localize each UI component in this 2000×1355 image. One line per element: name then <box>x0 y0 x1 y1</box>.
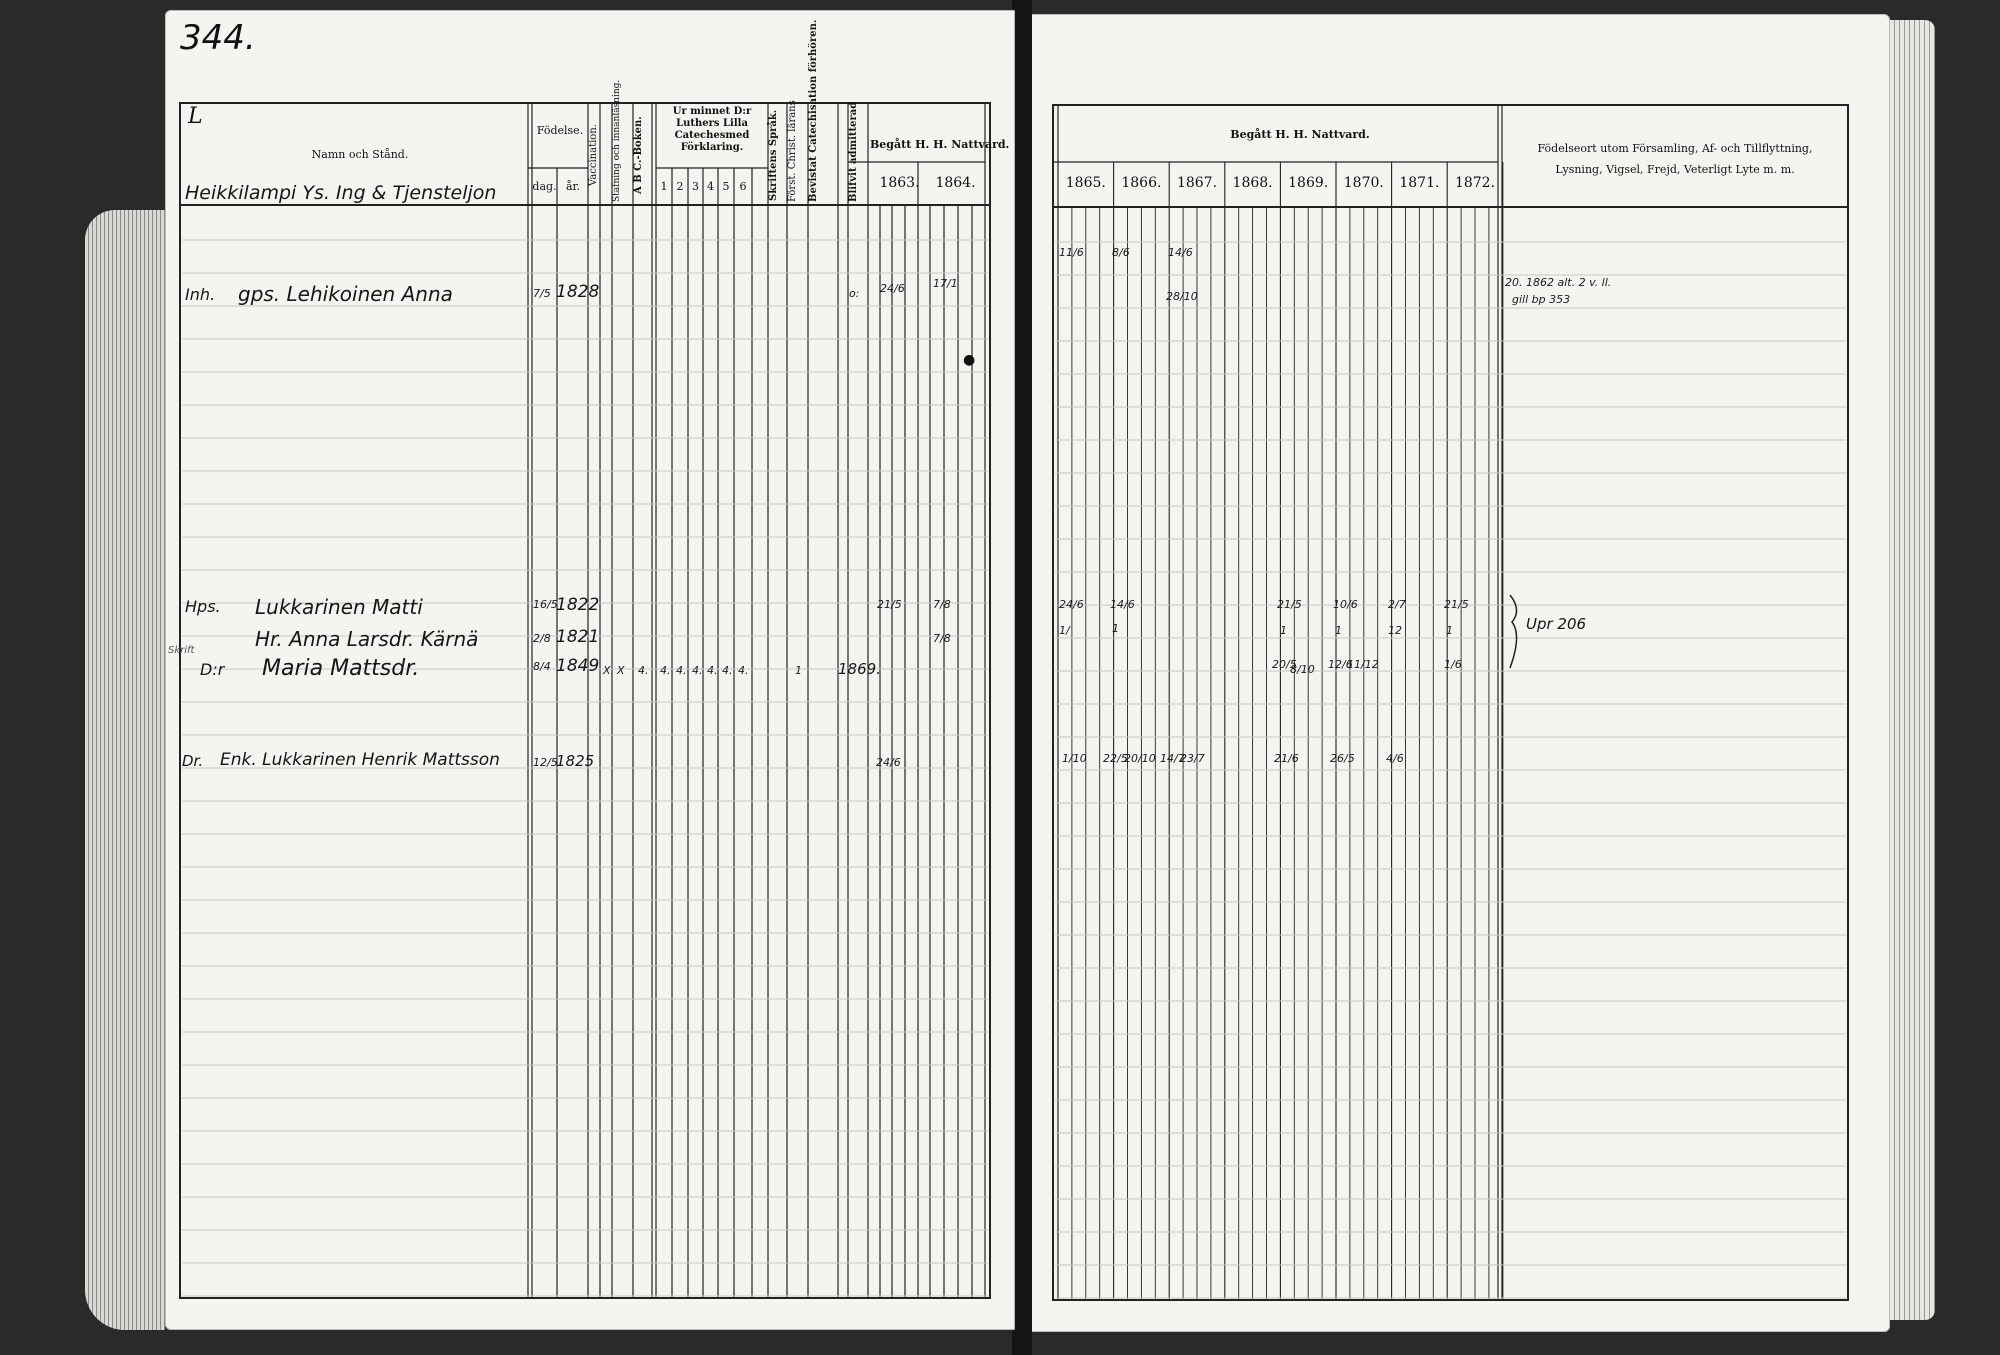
header-remarks-line1: Födelseort utom Församling, Af- och Tillflyttning, <box>1537 142 1813 155</box>
row5-1871: 4/6 <box>1386 752 1404 765</box>
year-1866: 1866. <box>1121 175 1162 191</box>
year-1865: 1865. <box>1065 175 1106 191</box>
row4-name: Maria Mattsdr. <box>262 656 420 681</box>
header-name-and-status: Namn och Stånd. <box>311 148 409 161</box>
row4-1870a: 12/6 <box>1328 658 1353 671</box>
header-remarks-line2: Lysning, Vigsel, Frejd, Veterligt Lyte m. m. <box>1555 163 1795 176</box>
row2-1865: 24/6 <box>1059 598 1084 611</box>
row1-day: 7/5 <box>533 287 551 300</box>
row4-1872: 1/6 <box>1444 658 1462 671</box>
row4-mark: 4. <box>638 664 649 677</box>
row5-1867a: 14/7 <box>1160 752 1185 765</box>
row4-mark: 4. <box>660 664 671 677</box>
row1-remark2: gill bp 353 <box>1512 293 1571 306</box>
row3-1870: 1 <box>1335 624 1342 637</box>
header-bevistat: Bevistat Catechisation förhören. <box>808 19 819 202</box>
catechism-col-4: 4 <box>707 180 714 193</box>
ink-blot: ● <box>963 352 976 368</box>
row2-prefix: Hps. <box>185 597 221 616</box>
catechism-col-5: 5 <box>722 180 730 193</box>
header-skriftens: Skriftens Språk. <box>768 109 779 201</box>
catechism-col-3: 3 <box>692 180 699 193</box>
corner-mark: L <box>188 104 203 129</box>
year-1869: 1869. <box>1288 175 1329 191</box>
row3-remark: Upr 206 <box>1526 615 1587 633</box>
row1-1867b: 28/10 <box>1166 290 1198 303</box>
row2-1872: 21/5 <box>1444 598 1469 611</box>
row4-admitted: 1869. <box>838 660 881 678</box>
row5-1869: 21/6 <box>1274 752 1299 765</box>
row4-day: 8/4 <box>533 660 551 673</box>
row1-name: gps. Lehikoinen Anna <box>238 282 453 306</box>
row4-year: 1849 <box>556 656 600 676</box>
row3-1866: 1 <box>1112 622 1119 635</box>
row3-day: 2/8 <box>533 632 551 645</box>
row4-mark: 4. <box>692 664 703 677</box>
row5-prefix: Dr. <box>182 752 204 770</box>
row2-1869: 21/5 <box>1277 598 1302 611</box>
row2-name: Lukkarinen Matti <box>255 595 423 619</box>
row4-1870b: 11/12 <box>1347 658 1379 671</box>
row2-1870: 10/6 <box>1333 598 1358 611</box>
row4-mark: 4. <box>676 664 687 677</box>
row4-mark: X <box>603 664 611 677</box>
year-1870: 1870. <box>1343 175 1384 191</box>
row1-prefix: Inh. <box>185 285 216 304</box>
row5-1866b: 20/10 <box>1124 752 1156 765</box>
header-stafning: Stafning och innanläsning. <box>612 79 622 202</box>
remark-bracket <box>1510 595 1517 668</box>
catechism-col-2: 2 <box>676 180 684 193</box>
header-forst-christ: Först. Christ. lärans <box>787 100 798 202</box>
header-begatt-left: Begått H. H. Nattvard. <box>870 138 1010 151</box>
row3-1864: 7/8 <box>933 632 951 645</box>
row4-mark: 1 <box>795 664 802 677</box>
row4-prefix: D:r <box>200 660 225 679</box>
row3-1869: 1 <box>1280 624 1287 637</box>
year-1863: 1863. <box>879 175 920 191</box>
row4-mark: 4. <box>738 664 749 677</box>
year-1864: 1864. <box>935 175 976 191</box>
row3-name: Hr. Anna Larsdr. Kärnä <box>255 627 479 651</box>
year-1867: 1867. <box>1176 175 1218 191</box>
row3-1871: 12 <box>1388 624 1402 637</box>
year-1868: 1868. <box>1232 175 1273 191</box>
row4-1869b: 8/10 <box>1290 663 1315 676</box>
row2-year: 1822 <box>556 595 600 615</box>
row4-mark: X <box>617 664 625 677</box>
row4-mark: 4. <box>722 664 733 677</box>
row4-mark: 4. <box>707 664 718 677</box>
row2-day: 16/5 <box>533 598 558 611</box>
row2-1866: 14/6 <box>1110 598 1135 611</box>
row5-name: Enk. Lukkarinen Henrik Mattsson <box>220 750 500 770</box>
header-luther: Ur minnet D:r Luthers Lilla Catechesmed Förklaring. <box>672 106 752 153</box>
row1-year: 1828 <box>556 282 600 302</box>
row1-1864: 17/1 <box>933 277 958 290</box>
header-begatt-right: Begått H. H. Nattvard. <box>1230 128 1370 141</box>
row1-1866: 8/6 <box>1112 246 1130 259</box>
row3-1872: 1 <box>1446 624 1453 637</box>
header-blifvit: Blifvit admitterad <box>848 101 859 202</box>
row3-1865: 1/ <box>1059 624 1070 637</box>
catechism-col-1: 1 <box>660 180 668 193</box>
header-dag: dag. <box>532 180 557 193</box>
row5-1863: 24/6 <box>876 756 901 769</box>
header-ar: år. <box>565 180 581 193</box>
row1-remark1: 20. 1862 alt. 2 v. ll. <box>1505 276 1612 289</box>
row1-1865: 11/6 <box>1059 246 1084 259</box>
row5-1867b: 23/7 <box>1180 752 1205 765</box>
row2-1871: 2/7 <box>1388 598 1406 611</box>
row1-adm: o: <box>849 287 860 300</box>
row5-1865: 1/10 <box>1062 752 1087 765</box>
row4-1869a: 20/5 <box>1272 658 1297 671</box>
row4-margin: Skrift <box>168 645 195 656</box>
header-abc-boken: A B C.-Boken. <box>633 116 644 194</box>
row3-year: 1821 <box>556 627 600 647</box>
row2-1864: 7/8 <box>933 598 951 611</box>
year-1871: 1871. <box>1399 175 1440 191</box>
header-fodelse: Födelse. <box>536 124 584 137</box>
catechism-col-6: 6 <box>739 180 747 193</box>
page-number: 344. <box>180 18 256 58</box>
year-1872: 1872. <box>1454 175 1496 191</box>
row5-year: 1825 <box>556 752 595 770</box>
row5-1866a: 22/5 <box>1103 752 1128 765</box>
row5-day: 12/5 <box>533 756 558 769</box>
row5-1870: 26/5 <box>1330 752 1355 765</box>
row1-1867a: 14/6 <box>1168 246 1193 259</box>
row2-1863: 21/5 <box>877 598 902 611</box>
row1-1863: 24/6 <box>880 282 905 295</box>
farm-title: Heikkilampi Ys. Ing & Tjensteljon <box>185 182 497 204</box>
header-vaccination: Vaccination. <box>588 124 599 186</box>
